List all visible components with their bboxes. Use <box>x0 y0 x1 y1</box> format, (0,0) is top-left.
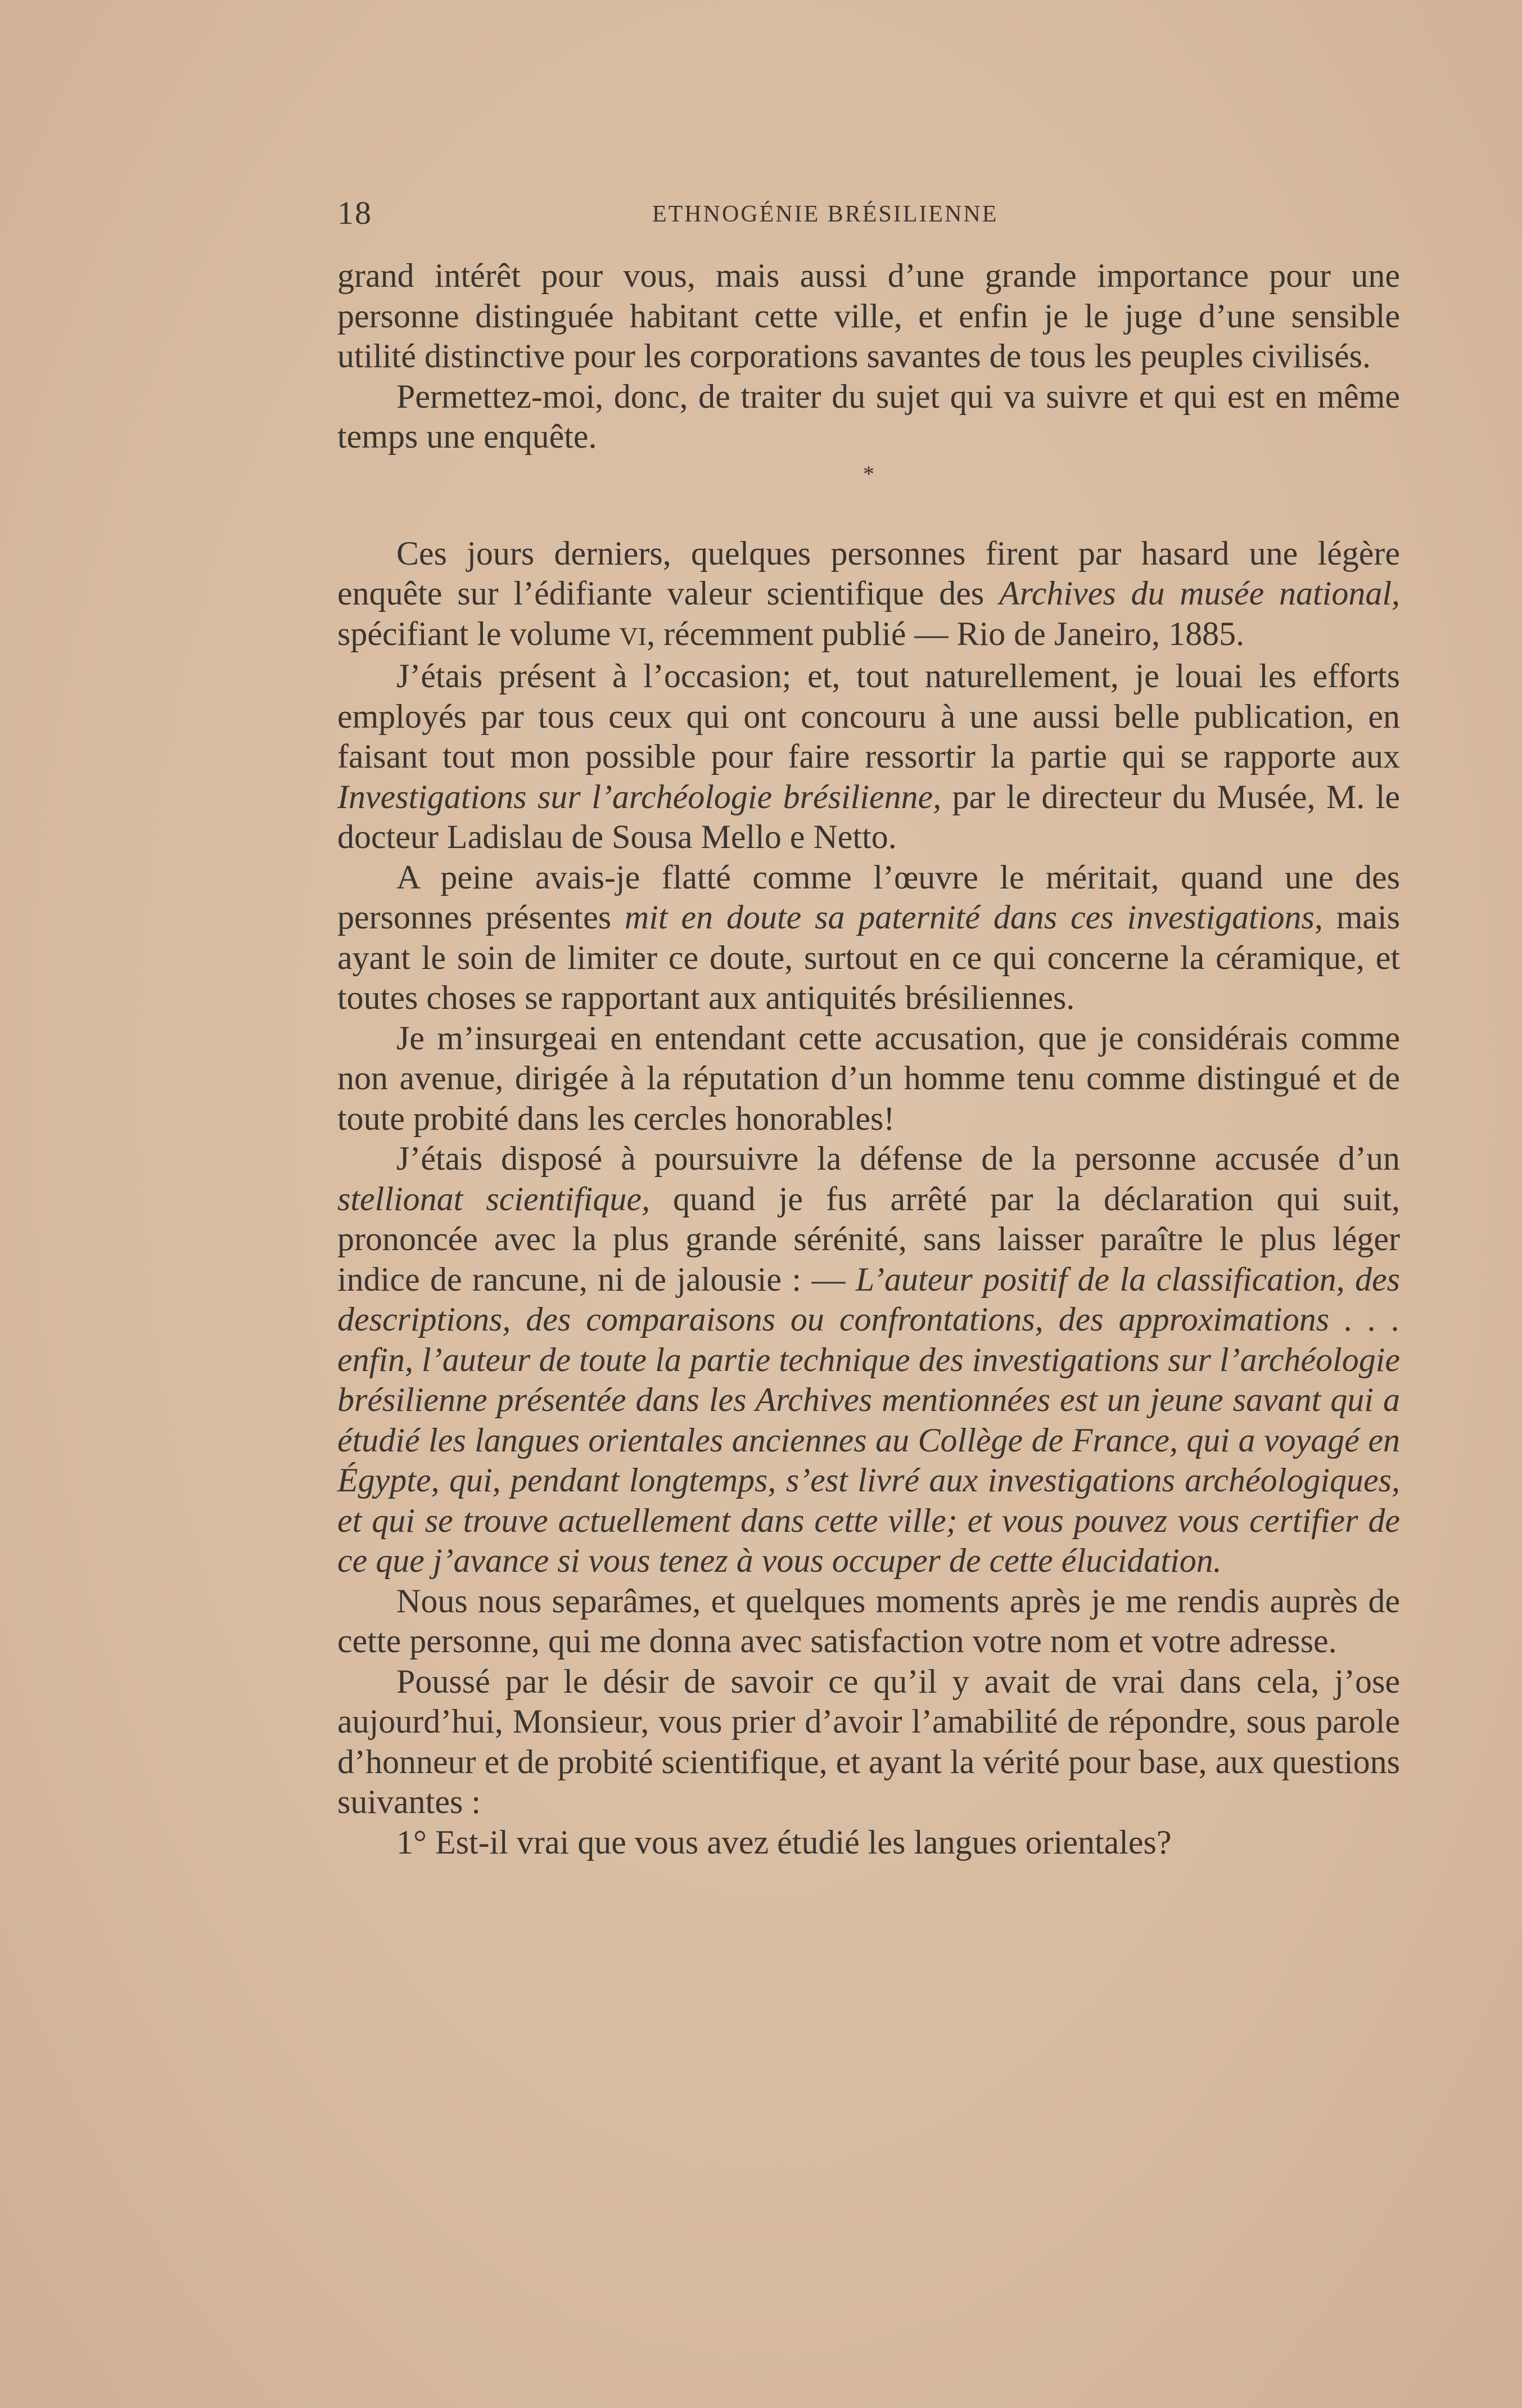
running-title: ETHNOGÉNIE BRÉSILIENNE <box>652 201 999 227</box>
paragraph-7-text-a: J’étais disposé à poursuivre la défense de la personne accusée d’un <box>396 1140 1400 1177</box>
paragraph-7-italic-1: stellionat scientifique, <box>337 1180 650 1217</box>
paragraph-7-italic-quote: L’auteur positif de la classification, des descriptions, des comparaisons ou confrontations, des approximations . . . enfin, l’auteur de toute la partie technique des investigations sur l’archéologie brésilienne présentée dans les Archives mentionnées est un jeune savant qui a étudié les langues orientales anciennes au Collège de France, qui a voyagé en Égypte, qui, pendant longtemps, s’est livré aux investigations archéologiques, et qui se trouve actuellement dans cette ville; et vous pouvez vous certifier de ce que j’avance si vous tenez à vous occuper de cette élucidation. <box>337 1260 1400 1579</box>
page-header <box>337 194 1406 233</box>
paragraph-7-text-c: quand je fus arrêté par la déclaration qui suit, prononcée avec la plus grande sérénité, sans laisser paraître le plus léger indice de rancune, ni de jalousie : — <box>337 1180 1401 1298</box>
paragraph-3-volume: VI <box>619 621 647 651</box>
paragraph-3 <box>337 534 1400 657</box>
section-separator: * <box>863 461 874 486</box>
paragraph-9: Poussé par le désir de savoir ce qu’il y avait de vrai dans cela, j’ose aujourd’hui, Monsieur, vous prier d’avoir l’amabilité de répondre, sous parole d’honneur et de probité scientifique, et ayant la vérité pour base, aux questions suivantes : <box>337 1662 1400 1820</box>
paragraph-7 <box>337 1139 1400 1581</box>
paragraph-4 <box>337 656 1400 858</box>
paragraph-5 <box>337 858 1400 1018</box>
paragraph-10: 1° Est-il vrai que vous avez étudié les langues orientales? <box>396 1823 1172 1861</box>
paragraph-8: Nous nous separâmes, et quelques moments après je me rendis auprès de cette personne, qui me donna avec satisfaction votre nom et votre adresse. <box>337 1582 1400 1660</box>
paragraph-4-text-a: J’étais présent à l’occasion; et, tout naturellement, je louai les efforts employés par tous ceux qui ont concouru à une aussi belle publication, en faisant tout mon possible pour faire ressortir la partie qui se rapporte aux <box>337 657 1400 775</box>
paragraph-4-text-c: par le directeur du Musée, M. le docteur Ladislau de Sousa Mello e Netto. <box>337 778 1400 855</box>
paragraph-1: grand intérêt pour vous, mais aussi d’une grande importance pour une personne distinguée habitant cette ville, et enfin je le juge d’une sensible utilité distinctive pour les corporations savantes de tous les peuples civilisés. <box>337 257 1400 375</box>
body-text <box>337 256 1400 1863</box>
paragraph-4-italic: Investigations sur l’archéologie brésilienne, <box>337 778 942 815</box>
paragraph-3-text-c: spécifiant le volume <box>337 615 620 652</box>
paragraph-5-text-c: mais ayant le soin de limiter ce doute, surtout en ce qui concerne la céramique, et toutes choses se rapportant aux antiquités brésiliennes. <box>337 899 1401 1016</box>
paragraph-3-text-e: , récemment publié — Rio de Janeiro, 1885. <box>647 615 1245 652</box>
paragraph-3-italic: Archives du musée national, <box>999 575 1400 612</box>
paragraph-5-text-a: A peine avais-je flatté comme l’œuvre le méritait, quand une des personnes présentes <box>337 858 1400 936</box>
page-number: 18 <box>337 195 372 231</box>
paragraph-3-text-a: Ces jours derniers, quelques personnes firent par hasard une légère enquête sur l’édifiante valeur scientifique des <box>337 534 1400 612</box>
paragraph-2: Permettez-moi, donc, de traiter du sujet qui va suivre et qui est en même temps une enquête. <box>337 377 1400 455</box>
paragraph-5-italic: mit en doute sa paternité dans ces investigations, <box>624 899 1323 936</box>
paragraph-6: Je m’insurgeai en entendant cette accusation, que je considérais comme non avenue, dirigée à la réputation d’un homme tenu comme distingué et de toute probité dans les cercles honorables! <box>337 1019 1400 1137</box>
